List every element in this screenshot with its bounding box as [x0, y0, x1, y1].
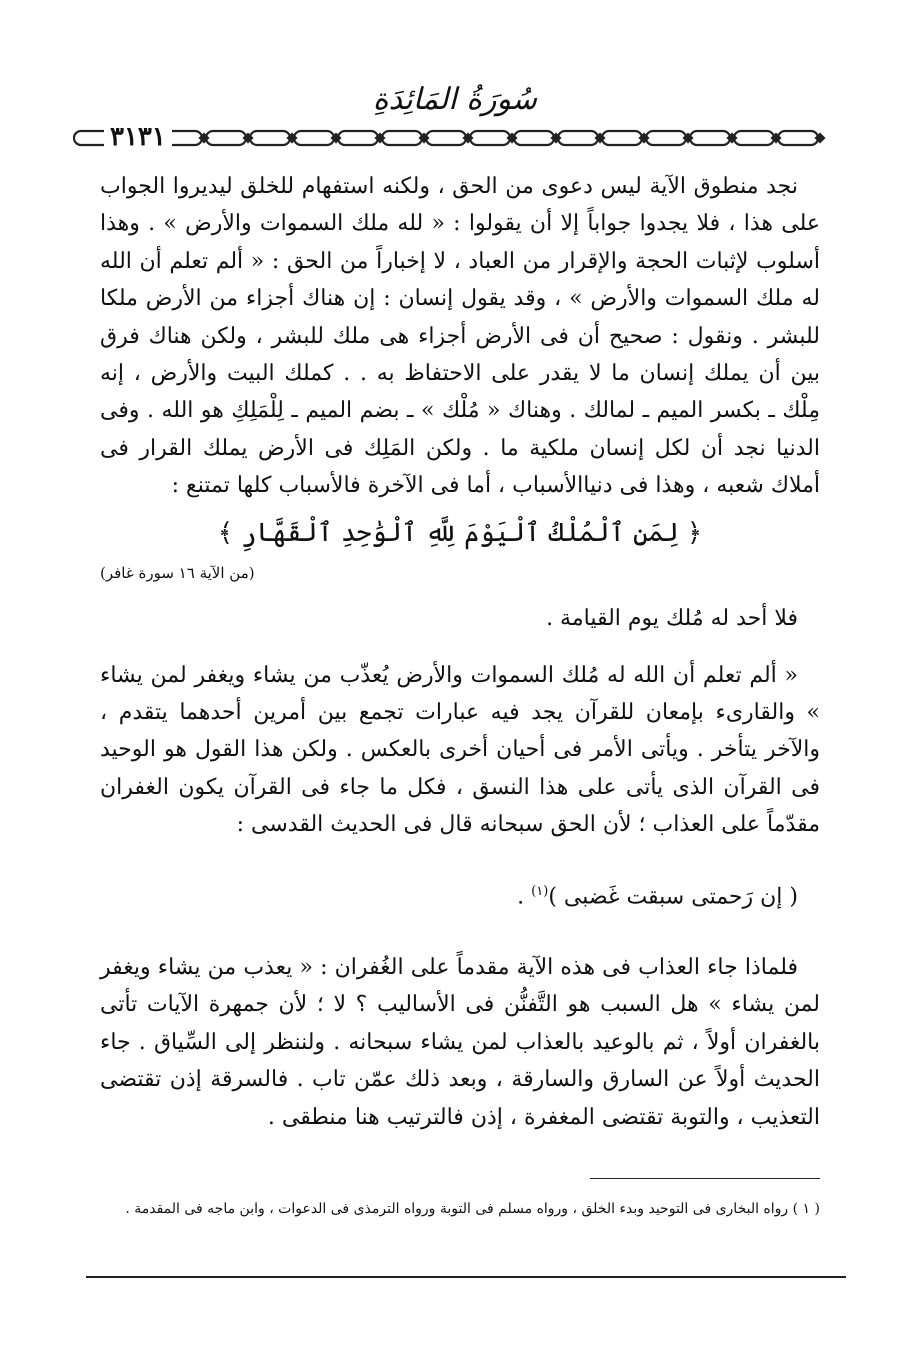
- chain-link: [558, 131, 598, 145]
- page-number: ٣١٣١: [104, 122, 172, 152]
- chain-link: [778, 131, 818, 145]
- verse-source: [100, 561, 820, 585]
- footnote-ref: (١): [531, 883, 549, 899]
- paragraph-3: فلماذا جاء العذاب فى هذه الآية مقدماً على الغُفران : « يعذب من يشاء ويغفر لمن يشاء » هل السبب هو التَّفنُّن فى الأساليب ؟ لا ؛ لأن جمهرة الآيات تأتى بالغفران أولاً ، ثم بالوعيد بالعذاب لمن يشاء سبحانه . ولننظر إلى السِّياق . جاء الحديث أولاً عن السارق والسارقة ، وبعد ذلك عمّن تاب . فالسرقة إذن تقتضى التعذيب ، والتوبة تقتضى المغفرة ، إذن فالترتيب هنا منطقى .: [100, 955, 820, 1130]
- chain-link: [646, 131, 686, 145]
- hadith-quote: [100, 874, 820, 915]
- chain-link: [514, 131, 554, 145]
- chain-link: [206, 131, 246, 145]
- footnote: ( ١ ) رواه البخارى فى التوحيد وبدء الخلق ، ورواه مسلم فى التوبة ورواه الترمذى فى الدعوات ، وابن ماجه فى المقدمة .: [125, 1201, 820, 1217]
- ornament-band: [72, 124, 830, 152]
- hadith-end: .: [517, 884, 532, 910]
- hadith-text: ( إن رَحمتى سبقت غَضبى ): [548, 884, 798, 910]
- paragraph-short: فلا أحد له مُلك يوم القيامة .: [546, 605, 798, 631]
- chain-link: [338, 131, 378, 145]
- chain-link: [734, 131, 774, 145]
- chain-link: [250, 131, 290, 145]
- verse-source-text: (من الآية ١٦ سورة غافر): [100, 563, 255, 582]
- paragraph-2: « ألم تعلم أن الله له مُلك السموات والأرض يُعذّب من يشاء ويغفر لمن يشاء » والقارىء بإمعان للقرآن يجد فيه عبارات تجمع بين أمرين أحدهما يتقدم ، والآخر يتأخر . ويأتى الأمر فى أحيان أخرى بالعكس . ولكن هذا القول هو الوحيد فى القرآن الذى يأتى على هذا النسق ، فكل ما جاء فى القرآن يكون الغفران مقدّماً على العذاب ؛ لأن الحق سبحانه قال فى الحديث القدسى :: [100, 662, 820, 838]
- main-text: [100, 168, 820, 1136]
- sura-title: سُورَةُ المَائِدَةِ: [372, 82, 538, 117]
- paragraph-1: نجد منطوق الآية ليس دعوى من الحق ، ولكنه استفهام للخلق ليديروا الجواب على هذا ، فلا يجدوا جواباً إلا أن يقولوا : « لله ملك السموات والأرض » . وهذا أسلوب لإثبات الحجة والإقرار من العباد ، لا إخباراً من الحق : « ألم تعلم أن الله له ملك السموات والأرض » ، وقد يقول إنسان : إن هناك أجزاء من الأرض ملكا للبشر . ونقول : صحيح أن فى الأرض أجزاء هى ملك للبشر ، ولكن هناك فرق بين أن يملك إنسان ما لا يقدر على الاحتفاظ به . . كملك البيت والأرض ، إنه مِلْك ـ بكسر الميم ـ لمالك . وهناك « مُلْك » ـ بضم الميم ـ لِلْمَلِكِ هو الله . وفى الدنيا نجد أن لكل إنسان ملكية ما . ولكن المَلِك فى الأرض يملك القرار فى أملاك شعبه ، وهذا فى دنياالأسباب ، أما فى الآخرة فالأسباب كلها تمتنع :: [100, 174, 820, 499]
- chain-link: [690, 131, 730, 145]
- chain-link: [470, 131, 510, 145]
- chain-link: [382, 131, 422, 145]
- quran-verse: ﴿ لِمَنِ ٱلْمُلْكُ ٱلْيَوْمَ لِلَّهِ ٱلْوَٰحِدِ ٱلْقَهَّارِ ﴾: [217, 517, 703, 548]
- footnote-divider: [590, 1178, 820, 1179]
- chain-link: [602, 131, 642, 145]
- bottom-divider: [86, 1276, 846, 1278]
- chain-link: [294, 131, 334, 145]
- chain-link: [426, 131, 466, 145]
